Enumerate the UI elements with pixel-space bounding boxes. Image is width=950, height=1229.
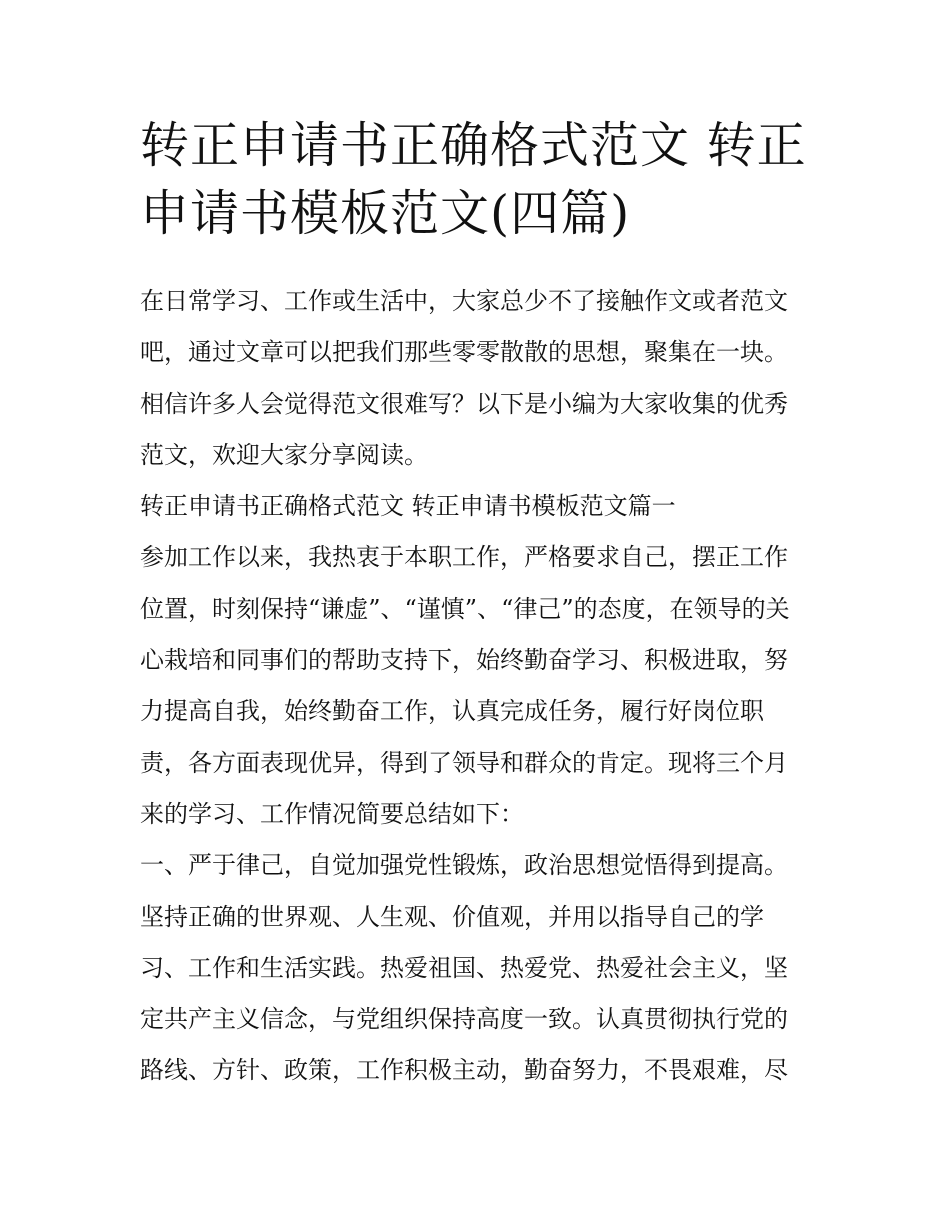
body-line-11: 来的学习、工作情况简要总结如下： (140, 799, 524, 828)
document-body (140, 276, 820, 1097)
document-content (140, 112, 820, 1097)
body-line-10: 责，各方面表现优异，得到了领导和群众的肯定。现将三个月 (140, 748, 788, 777)
body-line-9: 力提高自我，始终勤奋工作，认真完成任务，履行好岗位职 (140, 697, 764, 726)
body-line-14: 习、工作和生活实践。热爱祖国、热爱党、热爱社会主义，坚 (140, 953, 788, 982)
document-title (140, 112, 820, 248)
body-line-2: 吧，通过文章可以把我们那些零零散散的思想，聚集在一块。 (140, 338, 788, 367)
body-line-16: 路线、方针、政策，工作积极主动，勤奋努力，不畏艰难，尽 (140, 1056, 788, 1085)
body-line-4: 范文，欢迎大家分享阅读。 (140, 440, 428, 469)
body-line-3: 相信许多人会觉得范文很难写？以下是小编为大家收集的优秀 (140, 389, 788, 418)
section-heading-1: 转正申请书正确格式范文 转正申请书模板范文篇一 (140, 492, 676, 521)
body-line-13: 坚持正确的世界观、人生观、价值观，并用以指导自己的学 (140, 902, 764, 931)
body-line-15: 定共产主义信念，与党组织保持高度一致。认真贯彻执行党的 (140, 1005, 788, 1034)
body-line-6: 参加工作以来，我热衷于本职工作，严格要求自己，摆正工作 (140, 543, 788, 572)
body-line-8: 心栽培和同事们的帮助支持下，始终勤奋学习、积极进取，努 (140, 646, 788, 675)
body-line-1: 在日常学习、工作或生活中，大家总少不了接触作文或者范文 (140, 287, 788, 315)
body-line-12: 一、严于律己，自觉加强党性锻炼，政治思想觉悟得到提高。 (140, 851, 788, 880)
title-line-1: 转正申请书正确格式范文 转正 (140, 117, 807, 174)
title-line-2: 申请书模板范文(四篇) (140, 185, 631, 242)
body-line-7: 位置，时刻保持“谦虚”、“谨慎”、“律己”的态度，在领导的关 (140, 594, 790, 623)
